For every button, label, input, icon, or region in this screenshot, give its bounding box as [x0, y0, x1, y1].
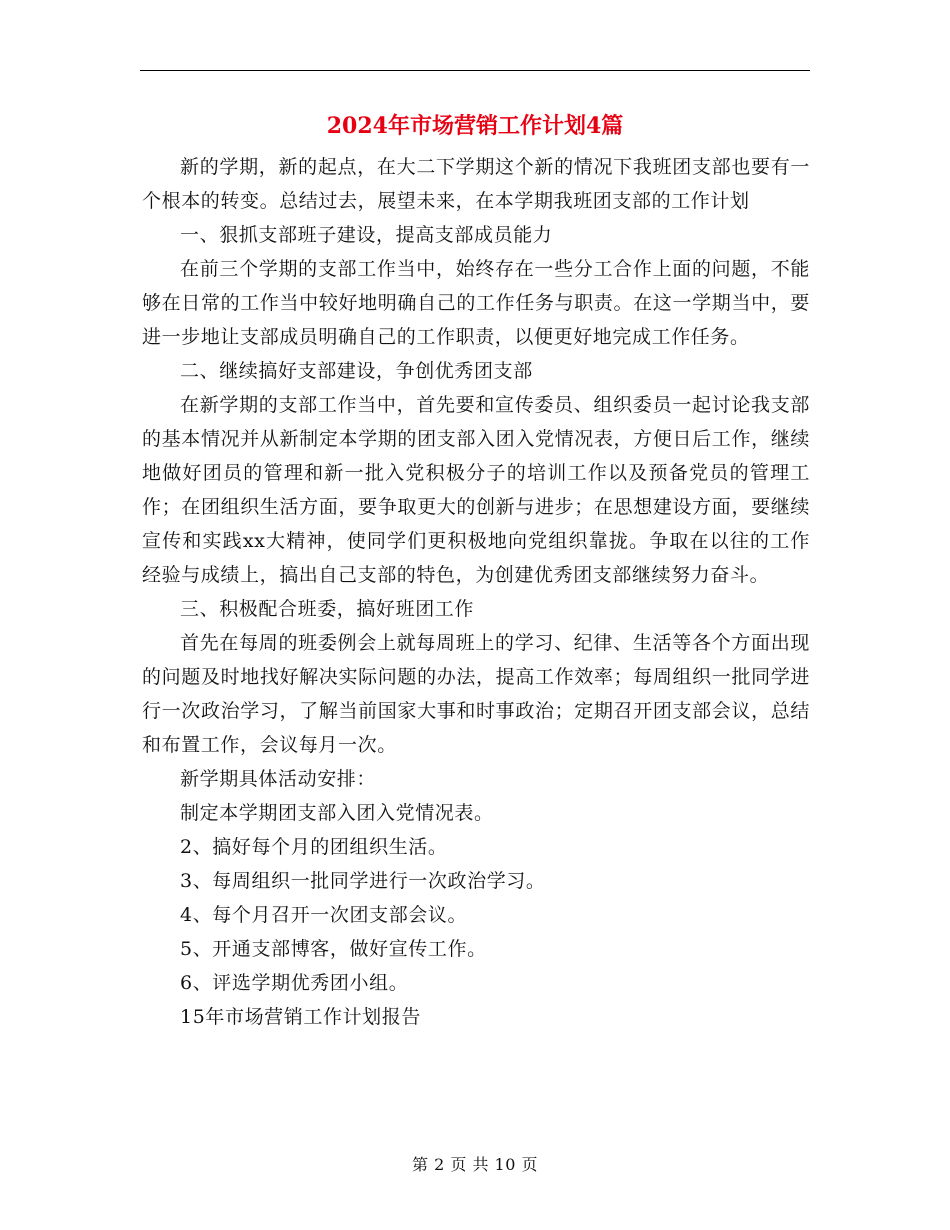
paragraph-intro: 新的学期，新的起点，在大二下学期这个新的情况下我班团支部也要有一个根本的转变。总结过去，展望未来，在本学期我班团支部的工作计划 — [142, 156, 810, 212]
activity-item: 制定本学期团支部入团入党情况表。 — [180, 802, 494, 824]
activity-item: 6、评选学期优秀团小组。 — [180, 972, 409, 994]
activity-item: 2、搞好每个月的团组织生活。 — [180, 836, 448, 858]
header-rule — [140, 70, 810, 71]
paragraph-section-1: 在前三个学期的支部工作当中，始终存在一些分工合作上面的问题，不能够在日常的工作当中较好地明确自己的工作任务与职责。在这一学期当中，要进一步地让支部成员明确自己的工作职责，以便更好地完成工作任务。 — [142, 258, 810, 348]
page-number-footer: 第 2 页 共 10 页 — [412, 1155, 538, 1174]
document-body — [142, 150, 810, 1034]
activity-item: 3、每周组织一批同学进行一次政治学习。 — [180, 870, 546, 892]
paragraph-section-3: 首先在每周的班委例会上就每周班上的学习、纪律、生活等各个方面出现的问题及时地找好解决实际问题的办法，提高工作效率；每周组织一批同学进行一次政治学习，了解当前国家大事和时事政治；定期召开团支部会议，总结和布置工作，会议每月一次。 — [142, 632, 810, 756]
activity-item: 4、每个月召开一次团支部会议。 — [180, 904, 468, 926]
activity-list-heading: 新学期具体活动安排： — [180, 768, 377, 790]
paragraph-section-2: 在新学期的支部工作当中，首先要和宣传委员、组织委员一起讨论我支部的基本情况并从新制定本学期的团支部入团入党情况表，方便日后工作，继续地做好团员的管理和新一批入党积极分子的培训工作以及预备党员的管理工作；在团组织生活方面，要争取更大的创新与进步；在思想建设方面，要继续宣传和实践xx大精神，使同学们更积极地向党组织靠拢。争取在以往的工作经验与成绩上，搞出自己支部的特色，为创建优秀团支部继续努力奋斗。 — [142, 394, 810, 586]
next-section-title: 15年市场营销工作计划报告 — [180, 1006, 421, 1028]
section-heading-3: 三、积极配合班委，搞好班团工作 — [180, 598, 475, 620]
document-title: 2024年市场营销工作计划4篇 — [326, 113, 624, 139]
section-heading-1: 一、狠抓支部班子建设，提高支部成员能力 — [180, 224, 553, 246]
activity-item: 5、开通支部博客，做好宣传工作。 — [180, 938, 487, 960]
section-heading-2: 二、继续搞好支部建设，争创优秀团支部 — [180, 360, 533, 382]
